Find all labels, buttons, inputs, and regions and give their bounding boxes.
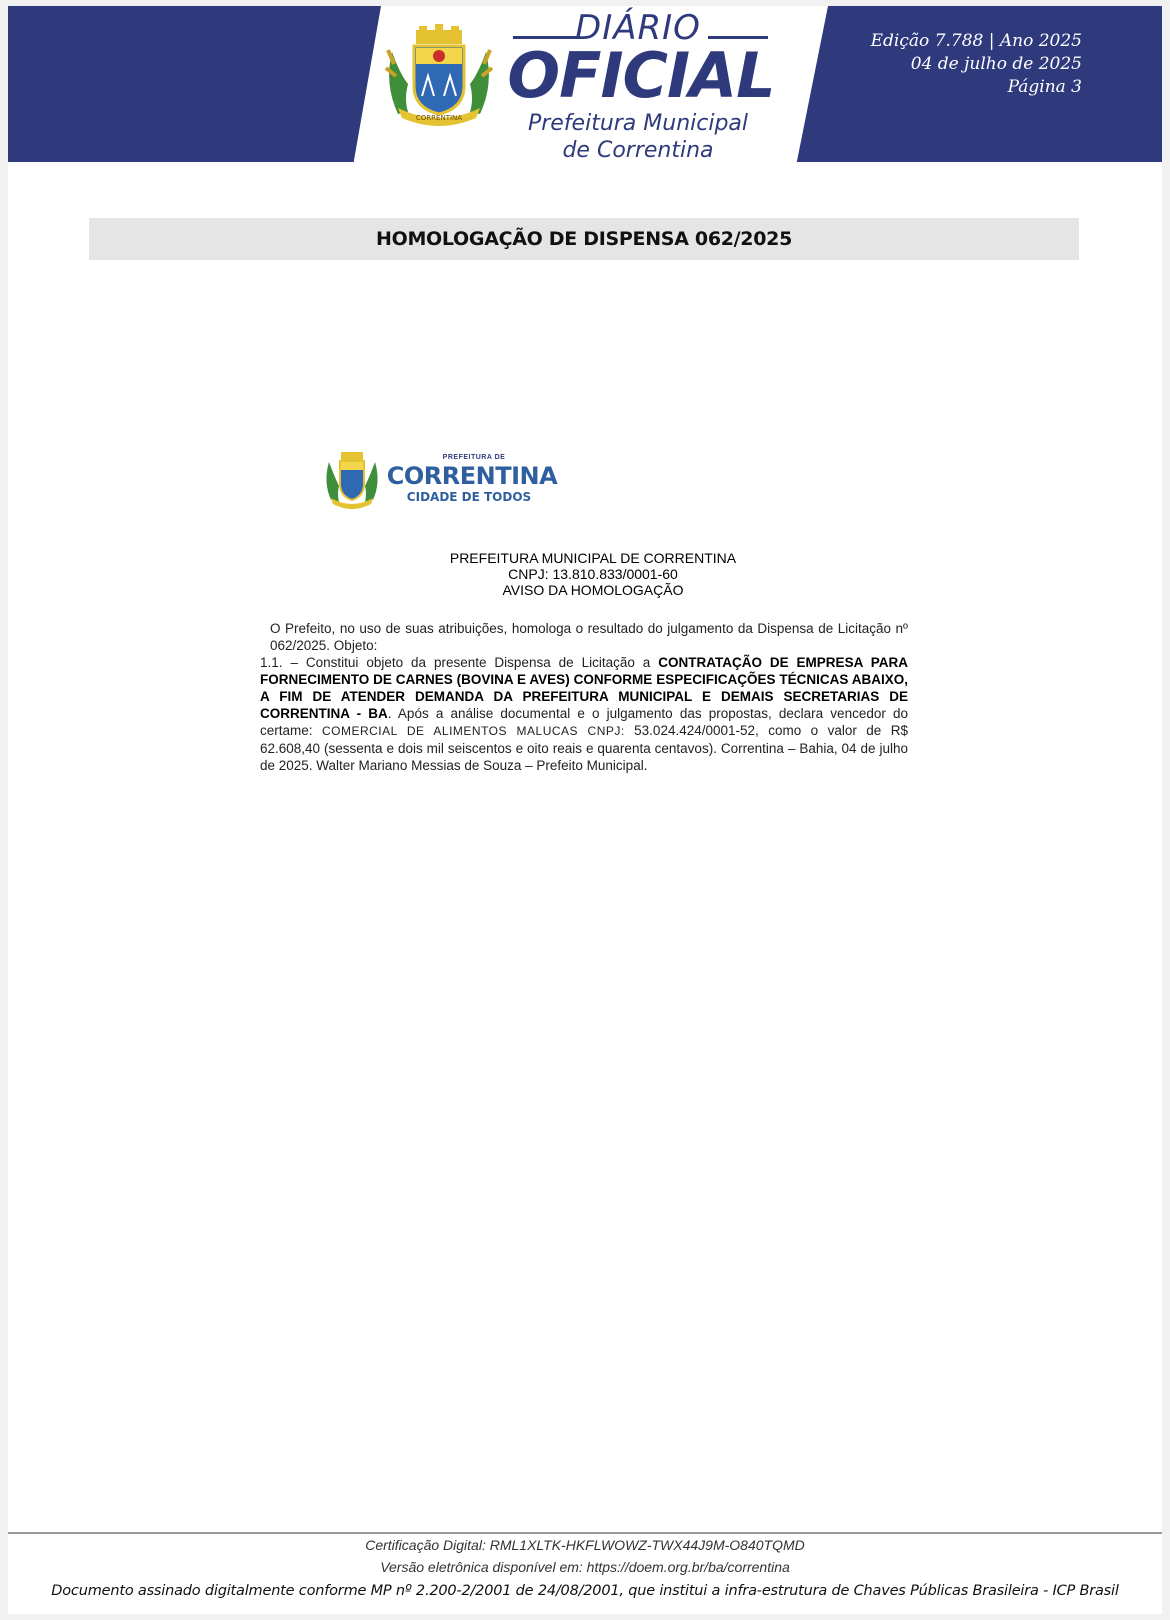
- crest-ribbon-text: CORRENTINA: [415, 114, 463, 122]
- footer-version-link[interactable]: Versão eletrônica disponível em: https://doem.org.br/ba/correntina: [380, 1559, 790, 1575]
- footer-divider: [8, 1532, 1162, 1534]
- footer-certification: Certificação Digital: RML1XLTK-HKFLWOWZ-TWX44J9M-O840TQMD: [365, 1537, 805, 1553]
- masthead-subtitle: [513, 110, 763, 164]
- document-page: [8, 6, 1162, 1614]
- notice-p2-prefix: 1.1. – Constitui objeto da presente Dispensa de Licitação a: [260, 655, 659, 670]
- logo-prefeitura-label: PREFEITURA DE: [442, 454, 506, 461]
- notice-heading: AVISO DA HOMOLOGAÇÃO: [502, 582, 684, 598]
- notice-body: [260, 620, 908, 774]
- notice-paragraph-1: O Prefeito, no uso de suas atribuições, homologa o resultado do julgamento da Dispensa de Licitação nº 062/2025. Objeto:: [270, 621, 908, 653]
- logo-slogan: CIDADE DE TODOS: [406, 490, 532, 504]
- footer-signature-note: Documento assinado digitalmente conforme MP nº 2.200-2/2001 de 24/08/2001, que institui a infra-estrutura de Chaves Públicas Brasileira - ICP Brasil: [51, 1583, 1119, 1599]
- municipal-crest-icon: [378, 24, 500, 126]
- section-title: HOMOLOGAÇÃO DE DISPENSA 062/2025: [376, 228, 792, 250]
- masthead-subtitle-line1: Prefeitura Municipal: [527, 111, 749, 136]
- notice-paragraph-2: [260, 654, 908, 774]
- edition-number: Edição 7.788 | Ano 2025: [870, 31, 1082, 51]
- notice-p2-object: CONTRATAÇÃO DE EMPRESA PARA FORNECIMENTO DE CARNES (BOVINA E AVES) CONFORME ESPECIFICAÇÕES TÉCNICAS ABAIXO, A FIM DE ATENDER DEMANDA DA PREFEITURA MUNICIPAL E DEMAIS SECRETARIAS DE CORRENTINA - BA: [260, 655, 908, 721]
- notice-header: [308, 550, 878, 598]
- notice-p2-company: COMERCIAL DE ALIMENTOS MALUCAS CNPJ:: [321, 724, 625, 738]
- page-number: Página 3: [1007, 77, 1082, 97]
- section-bar: [89, 218, 1079, 260]
- masthead-diario: DIÁRIO: [575, 8, 701, 48]
- masthead-subtitle-line2: de Correntina: [562, 138, 714, 163]
- notice-p2-suffix: 53.024.424/0001-52, como o valor de R$ 62.608,40 (sessenta e dois mil seiscentos e oito reais e quarenta centavos). Correntina – Bahia, 04 de julho de 2025. Walter Mariano Messias de Souza – Prefeito Municipal.: [260, 723, 908, 773]
- notice-cnpj: CNPJ: 13.810.833/0001-60: [508, 566, 678, 582]
- notice-p2-mid: . Após a análise documental e o julgamento das propostas, declara vencedor do certame:: [260, 706, 909, 738]
- logo-city-name: CORRENTINA: [386, 462, 558, 490]
- notice-org: PREFEITURA MUNICIPAL DE CORRENTINA: [449, 550, 737, 566]
- prefeitura-logo-crest-icon: [323, 448, 381, 510]
- edition-date: 04 de julho de 2025: [910, 54, 1082, 74]
- masthead-oficial: OFICIAL: [507, 39, 775, 112]
- edition-info: [822, 30, 1082, 99]
